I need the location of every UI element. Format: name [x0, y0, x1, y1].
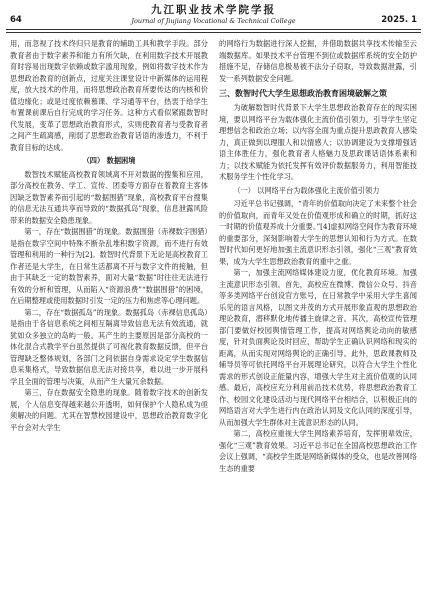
paragraph: 的网络行为数据进行深入挖掘，并借助数据共享技术传输至云端数据库。如果技术平台管理不到位或数据库系统的安全防护措施不足，存储信息极易被不法分子窃取，导致数据泄露，引发一系列数据安全问题。: [219, 39, 417, 83]
journal-title-cn: 九江职业技术学院学报: [151, 4, 276, 16]
page-number: 64: [10, 15, 22, 25]
issue-label: 2025. 1: [381, 15, 417, 25]
subsection-heading: （一） 以网络平台为载体强化主流价值引领力: [233, 185, 380, 195]
journal-title-en: Journal of Jiujiang Vocational & Technical College: [131, 17, 296, 25]
paragraph: 第三，存在数据安全隐患的现象。随着数字技术的创新发展，个人信息变得越来越公开透明，如何保护个人隐私成为亟须解决的问题。尤其在智慧校园建设中，思想政治教育数字化平台会对大学生: [10, 388, 208, 432]
paragraph: 习近平总书记强调，“青年的价值取向决定了未来整个社会的价值取向，而青年又处在价值观形成和确立的时期，抓好这一时期的价值观养成十分重要。”[4]虚拟网络空间作为教育环境的重要部分，深刻影响着大学生的思想认知和行为方式。在数智时代如何更好地加强主流意识形态引领，强化“三观”教育效果，成为大学生思想政治教育的重中之重。: [219, 199, 417, 266]
paragraph: 第一，存在“数据围猎”的现象。数据围猎（赤裸数字围猎）是指在数字空间中特殊不断杂乱堆积数字资源，而不进行有效管理和利用的一种行为[2]。数智时代背景下无论是高校教育工作者还是大学生，在日常生活都离不开与数字文件的接触，但由于其缺乏一定的数智素养，面对大量“数据”时往往无法进行有效的分析和管理，从而陷入“资源浪费”“数据围猎”的困境，在后期整理或使用数据时引发一定的压力和焦虑等心理问题。: [10, 227, 208, 305]
paragraph: 为破解数智时代背景下大学生思想政治教育存在的现实困境，要以网络平台为载体强化主流价值引领力，引导学生坚定理想信念和政治立场；以内容全面为重点提升思政教育人感染力，真正做到以理服人和以情感人；以协调建设为支撑增强话语主体胜任力，强化教育者人格魅力及思政课话语体系素和力；以技术赋能为依托发挥有效评价数据服务力，利用智能技术服务学生个性化学习。: [219, 103, 417, 181]
paragraph: 第二，高校应重视大学生网络素养培育，发挥朋辈效应，强化“三观”教育效果。习近平总书记在全国高校思想政治工作会议上强调，“高校学生既是网络新媒体的受众，也是改善网络生态的重要: [219, 429, 417, 473]
subsection-heading: （四） 数据困境: [82, 156, 136, 165]
header-rule: [6, 29, 421, 30]
paragraph: 用，而忽视了技术终归只是教育的辅助工具和教学手段。部分教育者由于数字素养和能力有所欠缺，在利用数字技术开展教育时容易出现数字依赖或数字滥用现象，例如将数字技术作为思想政治教育的创新点，过度关注课堂设计中新媒体的运用程度，放大技术的作用，而将思想政治教育所要传达的内核和价值边缘化；或是过度依赖慕课、学习通等平台，热衷于给学生布置课前课后自行完成的学习任务。这种方式看似紧跟数智时代发展，变革了思想政治教育形式，实则使教育者与受教育者之间产生疏离感，削弱了思想政治教育话语的渗透力，不利于教育目标的达成。: [10, 39, 208, 152]
section-heading: 三、数智时代大学生思想政治教育困境破解之策: [219, 89, 387, 98]
header-rule-thin: [6, 32, 421, 33]
right-column: [219, 38, 417, 610]
left-column: [10, 38, 208, 610]
paragraph: 第一，加强主流网络媒体建设力度，优化教育环境。加强主流意识形态引领。首先，高校应在微博、微信公众号、抖音等多类网络平台创设官方账号，在日常教学中采用大学生喜闻乐见的语言风格，以图文并茂的方式开展形象直观的思想政治理论教育，潜移默化地传播主旋律之音。其次，高校宣传管理部门要做好校园舆情管理工作，提高对网络舆论动向的敏感度，针对负面舆论及时回应，帮助学生正确认识网络和现实的距离，从而实现对网络舆论的正确引导。此外，思政课教师及辅导员等可依托网络平台开展理论研究，以符合大学生个性化需求的形式创设正能量内容，增强大学生对主流价值观的认同感。最后，高校应充分利用前沿技术优势，将思想政治教育工作、校园文化建设活动与现代网络平台相结合，以积极正向的网络语言对大学生进行内在政治认同及文化认同的深度引导，从而加强大学生群体对主流意识形态的认同。: [219, 268, 417, 427]
paragraph: 数智技术赋能高校教育领域离不开对数据的搜集和应用，部分高校在教务、学工、宣传、团委等方面存在着教育主客体因缺乏数智素养而引起的“数据围猎”现象，高校教育平台搜集的信息无法互通共享而导致的“数据孤岛”现象，信息泄露风险带来的数据安全隐患现象。: [10, 169, 208, 225]
paragraph: 第二，存在“数据孤岛”的现象。数据孤岛（赤裸信息孤岛）是指由于各信息系统之间相互隔离导致信息无法有效流通，就犹如众多独立的岛屿一般。其产生的主要原因是部分高校的一体化混合式教学平台虽然提供了可视化教育数据反馈，但平台管理缺乏整体规划，各部门之间依据自身需求设定学生数据信息采集格式，导致数据信息无法对接共享，难以进一步开展科学且全面的管理与决策，从而产生大量冗余数据。: [10, 307, 208, 386]
